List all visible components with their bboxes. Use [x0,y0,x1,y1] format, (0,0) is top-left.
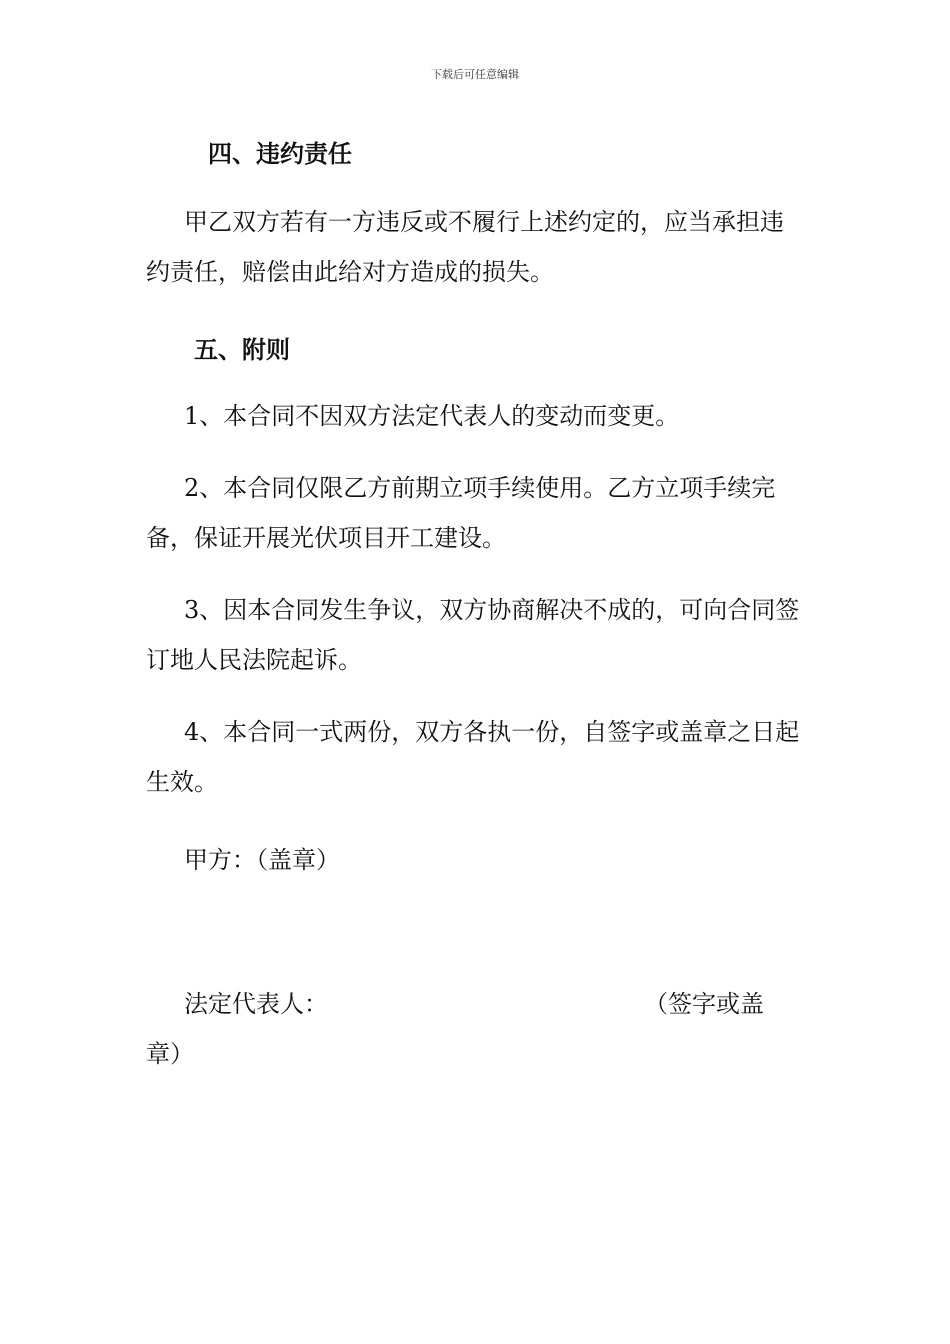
section-4-body: 甲乙双方若有一方违反或不履行上述约定的，应当承担违约责任，赔偿由此给对方造成的损失。 [146,208,784,286]
sign-or-seal-note-continued: 章） [146,1040,194,1068]
clause-1: 1、本合同不因双方法定代表人的变动而变更。 [184,402,680,430]
section-4-title: 四、违约责任 [208,140,352,168]
section-5-title: 五、附则 [194,336,290,364]
clause-2: 2、本合同仅限乙方前期立项手续使用。乙方立项手续完备，保证开展光伏项目开工建设。 [146,474,776,552]
clause-3: 3、因本合同发生争议，双方协商解决不成的，可向合同签订地人民法院起诉。 [146,596,800,674]
party-a-seal-line: 甲方：（盖章） [184,846,340,874]
sign-or-seal-note: （签字或盖 [644,990,764,1018]
page-header-note: 下载后可任意编辑 [431,68,519,81]
legal-rep-label: 法定代表人： [184,990,328,1018]
clause-4: 4、本合同一式两份，双方各执一份，自签字或盖章之日起生效。 [146,718,800,796]
